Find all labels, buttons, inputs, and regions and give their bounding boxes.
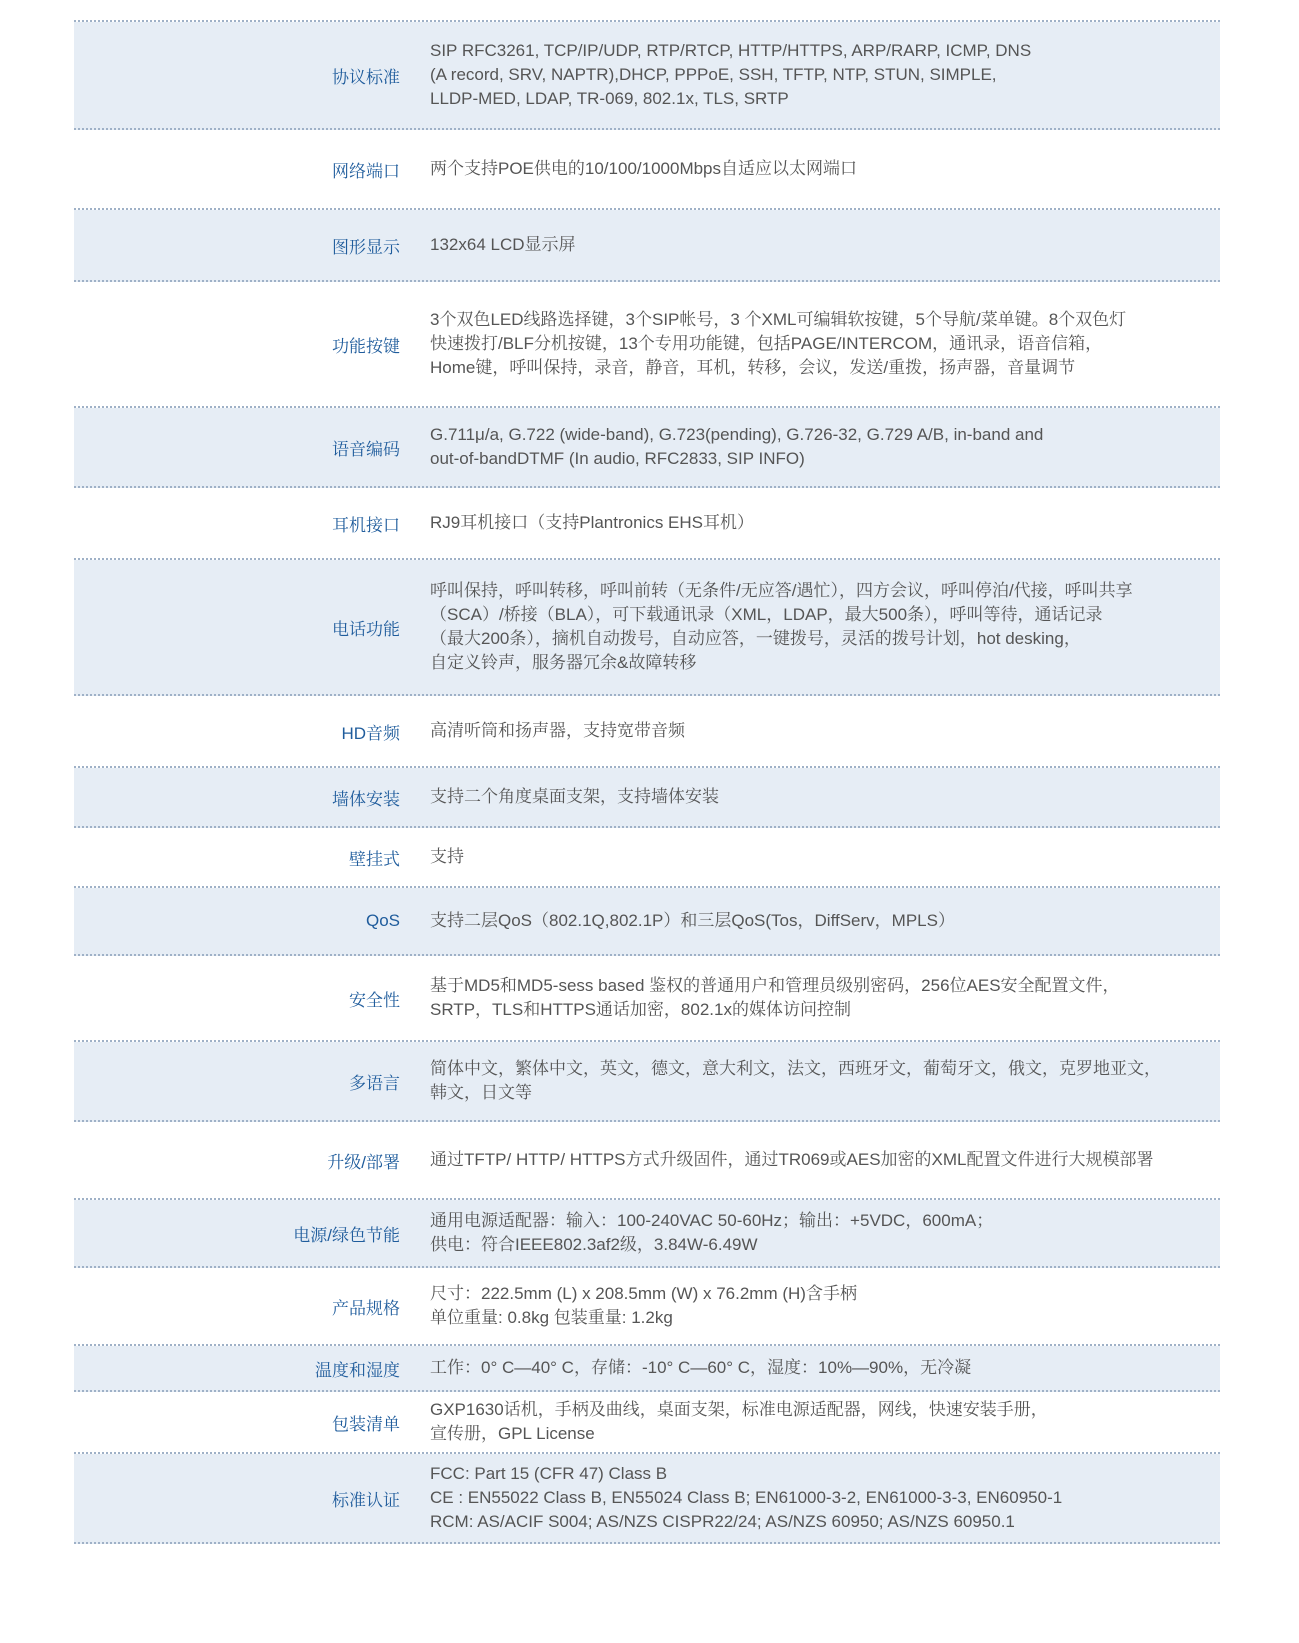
spec-label: 产品规格: [332, 1298, 400, 1318]
spec-value: [420, 845, 1220, 869]
spec-value-line: 自定义铃声，服务器冗余&故障转移: [430, 653, 697, 672]
spec-row: [74, 282, 1220, 408]
spec-value-line: 支持二个角度桌面支架，支持墙体安装: [430, 787, 719, 806]
spec-value: [420, 974, 1220, 1022]
spec-row: [74, 956, 1220, 1042]
spec-value-line: 支持: [430, 847, 464, 866]
spec-value-line: 宣传册，GPL License: [430, 1424, 595, 1443]
spec-label: 安全性: [349, 990, 400, 1010]
spec-value-line: 呼叫保持，呼叫转移，呼叫前转（无条件/无应答/遇忙），四方会议，呼叫停泊/代接，呼叫共享: [430, 581, 1133, 600]
spec-label: 温度和湿度: [315, 1360, 400, 1380]
spec-value-line: 单位重量: 0.8kg 包装重量: 1.2kg: [430, 1308, 673, 1327]
spec-label: 网络端口: [332, 161, 400, 181]
spec-row: [74, 210, 1220, 282]
spec-row: [74, 696, 1220, 768]
spec-value: [420, 1462, 1220, 1534]
spec-value: [420, 1282, 1220, 1330]
spec-value-line: 快速拨打/BLF分机按键，13个专用功能键，包括PAGE/INTERCOM，通讯录，语音信箱，: [430, 334, 1103, 353]
spec-row: [74, 1042, 1220, 1122]
spec-value: [420, 1148, 1220, 1172]
spec-label: 电话功能: [332, 619, 400, 639]
spec-value: [420, 511, 1220, 535]
spec-value-line: 132x64 LCD显示屏: [430, 235, 576, 254]
spec-value: [420, 1356, 1220, 1380]
spec-row: [74, 1268, 1220, 1346]
spec-value: [420, 1398, 1220, 1446]
spec-value-line: 基于MD5和MD5-sess based 鉴权的普通用户和管理员级别密码，256位AES安全配置文件，: [430, 976, 1120, 995]
spec-row: [74, 408, 1220, 488]
spec-value: [420, 719, 1220, 743]
spec-value-line: 通用电源适配器：输入：100-240VAC 50-60Hz；输出：+5VDC，600mA；: [430, 1211, 994, 1230]
spec-value-line: (A record, SRV, NAPTR),DHCP, PPPoE, SSH, TFTP, NTP, STUN, SIMPLE,: [430, 65, 997, 84]
spec-value-line: GXP1630话机，手柄及曲线，桌面支架，标准电源适配器，网线，快速安装手册，: [430, 1400, 1048, 1419]
spec-row: [74, 560, 1220, 696]
spec-value-line: 3个双色LED线路选择键，3个SIP帐号，3 个XML可编辑软按键，5个导航/菜单键。8个双色灯: [430, 310, 1127, 329]
spec-row: [74, 768, 1220, 828]
spec-row: [74, 1122, 1220, 1200]
spec-row: [74, 22, 1220, 130]
spec-value-line: CE : EN55022 Class B, EN55024 Class B; EN61000-3-2, EN61000-3-3, EN60950-1: [430, 1488, 1063, 1507]
spec-value-line: 简体中文，繁体中文，英文，德文，意大利文，法文，西班牙文，葡萄牙文，俄文，克罗地亚文，: [430, 1059, 1161, 1078]
spec-row: [74, 828, 1220, 888]
spec-value-line: 两个支持POE供电的10/100/1000Mbps自适应以太网端口: [430, 159, 858, 178]
spec-value-line: 韩文，日文等: [430, 1083, 532, 1102]
spec-label: HD音频: [341, 723, 400, 743]
spec-value: [420, 157, 1220, 181]
spec-label: 图形显示: [332, 237, 400, 257]
spec-value: [420, 233, 1220, 257]
spec-label: 多语言: [349, 1073, 400, 1093]
spec-label: 标准认证: [332, 1490, 400, 1510]
spec-value-line: FCC: Part 15 (CFR 47) Class B: [430, 1464, 668, 1483]
spec-label: 包装清单: [332, 1414, 400, 1434]
spec-value-line: SIP RFC3261, TCP/IP/UDP, RTP/RTCP, HTTP/HTTPS, ARP/RARP, ICMP, DNS: [430, 41, 1032, 60]
spec-value-line: 工作：0° C—40° C，存储：-10° C—60° C，湿度：10%—90%，无冷凝: [430, 1358, 972, 1377]
spec-value: [420, 308, 1220, 380]
spec-value-line: 供电：符合IEEE802.3af2级，3.84W-6.49W: [430, 1235, 758, 1254]
spec-row: [74, 1392, 1220, 1454]
spec-value-line: （最大200条），摘机自动拨号，自动应答，一键拨号，灵活的拨号计划，hot desking，: [430, 629, 1081, 648]
spec-row: [74, 1200, 1220, 1268]
spec-value-line: RJ9耳机接口（支持Plantronics EHS耳机）: [430, 513, 755, 532]
spec-value: [420, 785, 1220, 809]
spec-value: [420, 39, 1220, 111]
spec-label: 功能按键: [332, 336, 400, 356]
spec-value: [420, 1057, 1220, 1105]
spec-row: [74, 1454, 1220, 1544]
spec-label: 升级/部署: [327, 1152, 400, 1172]
spec-row: [74, 888, 1220, 956]
spec-value-line: 通过TFTP/ HTTP/ HTTPS方式升级固件，通过TR069或AES加密的XML配置文件进行大规模部署: [430, 1150, 1154, 1169]
spec-value-line: （SCA）/桥接（BLA），可下载通讯录（XML，LDAP，最大500条），呼叫等待，通话记录: [430, 605, 1103, 624]
spec-label: 耳机接口: [332, 515, 400, 535]
spec-value-line: 高清听筒和扬声器，支持宽带音频: [430, 721, 685, 740]
spec-value-line: RCM: AS/ACIF S004; AS/NZS CISPR22/24; AS/NZS 60950; AS/NZS 60950.1: [430, 1512, 1015, 1531]
spec-label: 壁挂式: [349, 849, 400, 869]
spec-label: 协议标准: [332, 67, 400, 87]
spec-value-line: 尺寸：222.5mm (L) x 208.5mm (W) x 76.2mm (H)含手柄: [430, 1284, 857, 1303]
spec-value-line: SRTP，TLS和HTTPS通话加密，802.1x的媒体访问控制: [430, 1000, 851, 1019]
spec-value: [420, 423, 1220, 471]
spec-label: QoS: [365, 911, 400, 930]
spec-value: [420, 909, 1220, 933]
spec-value: [420, 579, 1220, 675]
spec-value: [420, 1209, 1220, 1257]
spec-table: [74, 20, 1220, 1544]
spec-value-line: Home键，呼叫保持，录音，静音，耳机，转移，会议，发送/重拨，扬声器，音量调节: [430, 358, 1076, 377]
spec-label: 语音编码: [332, 439, 400, 459]
spec-label: 墙体安装: [332, 789, 400, 809]
spec-row: [74, 130, 1220, 210]
spec-row: [74, 1346, 1220, 1392]
spec-row: [74, 488, 1220, 560]
spec-value-line: 支持二层QoS（802.1Q,802.1P）和三层QoS(Tos，DiffServ，MPLS）: [430, 911, 955, 930]
spec-value-line: LLDP-MED, LDAP, TR-069, 802.1x, TLS, SRTP: [430, 89, 789, 108]
spec-label: 电源/绿色节能: [293, 1225, 400, 1245]
spec-value-line: G.711μ/a, G.722 (wide-band), G.723(pending), G.726-32, G.729 A/B, in-band and: [430, 425, 1044, 444]
spec-value-line: out-of-bandDTMF (In audio, RFC2833, SIP INFO): [430, 449, 805, 468]
